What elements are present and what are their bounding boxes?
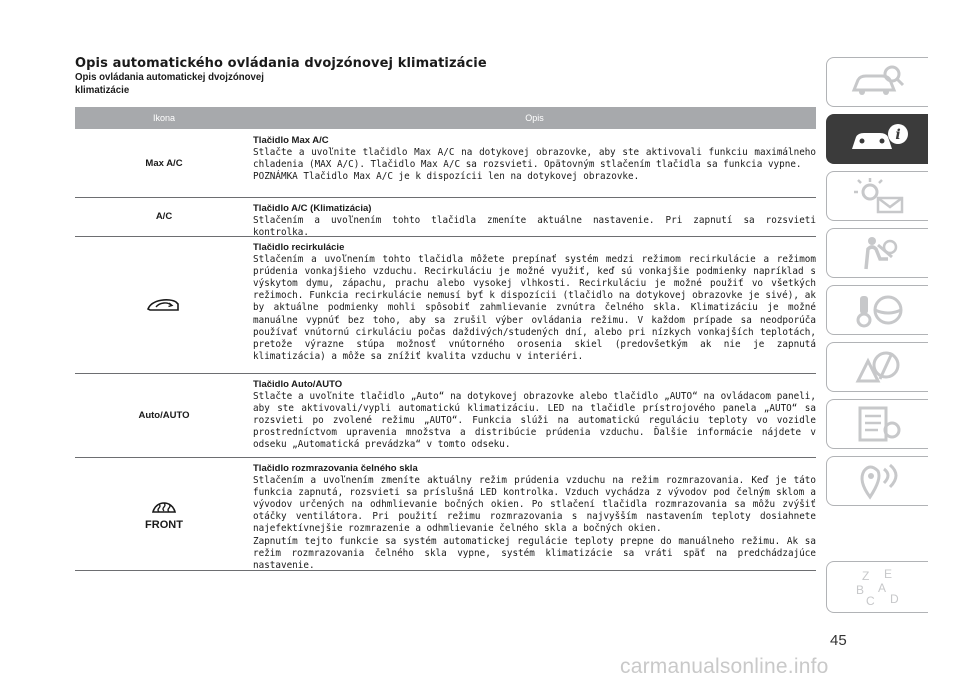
row-note: POZNÁMKA Tlačidlo Max A/C je k dispozícii len na dotykovej obrazovke.	[253, 171, 640, 183]
row-text: Stlačením a uvoľnením tohto tlačidla zmeníte aktuálne nastavenie. Pri zapnutí sa rozsvieti kontrolka.	[253, 215, 816, 239]
car-info-icon	[848, 119, 908, 159]
maintenance-checklist-icon	[848, 404, 908, 444]
tab-index[interactable]	[826, 561, 928, 613]
table-row	[75, 373, 816, 458]
warning-light-message-icon	[848, 176, 908, 216]
row-text: Stlačte a uvoľnite tlačidlo „Auto“ na dotykovej obrazovke alebo tlačidlo „AUTO“ na ovládacom paneli, aby ste aktivovali/vypli automatickú klimatizáciu. LED na tlačidle prístrojového panela „AUTO“ sa rozsvieti po zvolené režimu „AUTO“. Funkcia slúži na automatickú reguláciu teploty vo vozidle prostredníctvom upravenia množstva a distribúcie prúdenia vzduchu. Ďalšie informácie nájdete v odseku „Automatická prevádzka“ v tomto odseku.	[253, 391, 816, 451]
icon-cell-label: Max A/C	[145, 157, 183, 169]
description-cell	[253, 379, 816, 452]
row-title: Tlačidlo recirkulácie	[253, 242, 345, 253]
row-text: Stlačením a uvoľnením zmeníte aktuálny režim prúdenia vzduchu na režim rozmrazovania. Keď je táto funkcia zapnutá, rozsvieti sa príslušná LED kontrolka. Vzduch vychádza z vývodov pod čelným sklom a vývodov určených na odhmlievanie bočných okien. Po stlačení tlačidla rozmrazovania sa môžu zvýšiť otáčky ventilátora. Pri použití režimu rozmrazovania s najvyšším nastavením teploty dosiahnete najefektívnejšie rozmrazenie a odhmlievanie čelného skla a bočných okien.	[253, 475, 816, 535]
description-cell	[253, 463, 816, 572]
key-steering-wheel-icon	[848, 290, 908, 330]
header-icon-column: Ikona	[152, 113, 176, 123]
description-cell	[253, 135, 816, 183]
emergency-triangle-icon	[848, 347, 908, 387]
svg-text:E: E	[883, 567, 892, 581]
row-title: Tlačidlo rozmrazovania čelného skla	[253, 463, 418, 474]
table-row	[75, 457, 816, 571]
svg-text:B: B	[855, 583, 864, 597]
svg-text:A: A	[877, 581, 886, 595]
icon-cell	[75, 457, 253, 570]
row-text: Stlačte a uvoľnite tlačidlo Max A/C na dotykovej obrazovke, aby ste aktivovali funkciu maximálneho chladenia (MAX A/C). Tlačidlo Max A/C sa rozsvieti. Opätovným stlačením tlačidla sa funkcia vypne.	[253, 147, 816, 171]
row-text-continued: Zapnutím tejto funkcie sa systém automatickej regulácie teploty prepne do manuálneho režimu. Ak sa režim rozmrazovania čelného skla vypne, systém klimatizácie sa vráti späť na predchádzajúce nastavenie.	[253, 535, 816, 571]
tab-starting-driving[interactable]	[826, 285, 928, 335]
description-cell	[253, 203, 816, 239]
watermark: carmanualsonline.info	[620, 655, 829, 678]
description-cell	[253, 242, 816, 363]
tab-car-search[interactable]	[826, 57, 928, 107]
tab-multimedia[interactable]	[826, 456, 928, 506]
recirculation-icon	[144, 296, 184, 314]
tab-car-info[interactable]	[826, 114, 928, 164]
airbag-safety-icon	[848, 233, 908, 273]
header-description-column: Opis	[525, 113, 544, 123]
row-title: Tlačidlo A/C (Klimatizácia)	[253, 203, 372, 214]
multimedia-navigation-icon	[848, 461, 908, 501]
row-title: Tlačidlo Max A/C	[253, 135, 329, 146]
row-title: Tlačidlo Auto/AUTO	[253, 379, 343, 390]
icon-cell-label: A/C	[155, 211, 173, 222]
front-defrost-icon	[150, 496, 178, 518]
row-text: Stlačením a uvoľnením tohto tlačidla môžete prepínať systém medzi režimom recirkulácie a režimom prúdenia vonkajšieho vzduchu. Recirkuláciu je možné využiť, keď sú vonkajšie podmienky napríklad s výskytom dymu, zápachu, prachu alebo vysokej vlhkosti. Recirkuláciu je možné použiť vo všetkých režimoch. Funkcia recirkulácie nemusí byť k dispozícii (tlačidlo na dotykovej obrazovke je sivé), ak by aktuálne podmienky mohli spôsobiť zahmlievanie zvnútra čelného skla. Klimatizáciu je možné manuálne vypnúť bez toho, aby sa zrušil výber ovládania režimu. V každom prípade sa neodporúča používať vnútornú cirkuláciu počas daždivých/studených dní, alebo pri nízkych vonkajších teplotách, pretože výrazne stúpa možnosť vnútorného orosenia skiel (predovšetkým ak nie je zapnutá klimatizácia) a môže sa znížiť kvalita vzduchu v interiéri.	[253, 254, 816, 362]
front-label: FRONT	[145, 519, 183, 531]
car-search-icon	[848, 62, 908, 102]
table-caption: Opis ovládania automatickej dvojzónovej klimatizácie	[75, 71, 264, 96]
svg-text:C: C	[865, 594, 875, 607]
table-row	[75, 197, 816, 237]
icon-cell-label: Auto/AUTO	[138, 409, 190, 421]
table-row	[75, 129, 816, 198]
svg-text:Z: Z	[861, 569, 869, 583]
table-row	[75, 236, 816, 374]
table-header	[75, 107, 816, 129]
tab-maintenance[interactable]	[826, 399, 928, 449]
svg-text:i: i	[894, 127, 901, 143]
tab-emergency[interactable]	[826, 342, 928, 392]
icon-cell	[75, 236, 253, 373]
tab-safety[interactable]	[826, 228, 928, 278]
page-number: 45	[830, 632, 847, 649]
svg-text:D: D	[889, 592, 899, 606]
tab-warning-lights[interactable]	[826, 171, 928, 221]
page-title: Opis automatického ovládania dvojzónovej klimatizácie	[75, 56, 487, 71]
alphabetical-index-icon	[848, 567, 908, 607]
